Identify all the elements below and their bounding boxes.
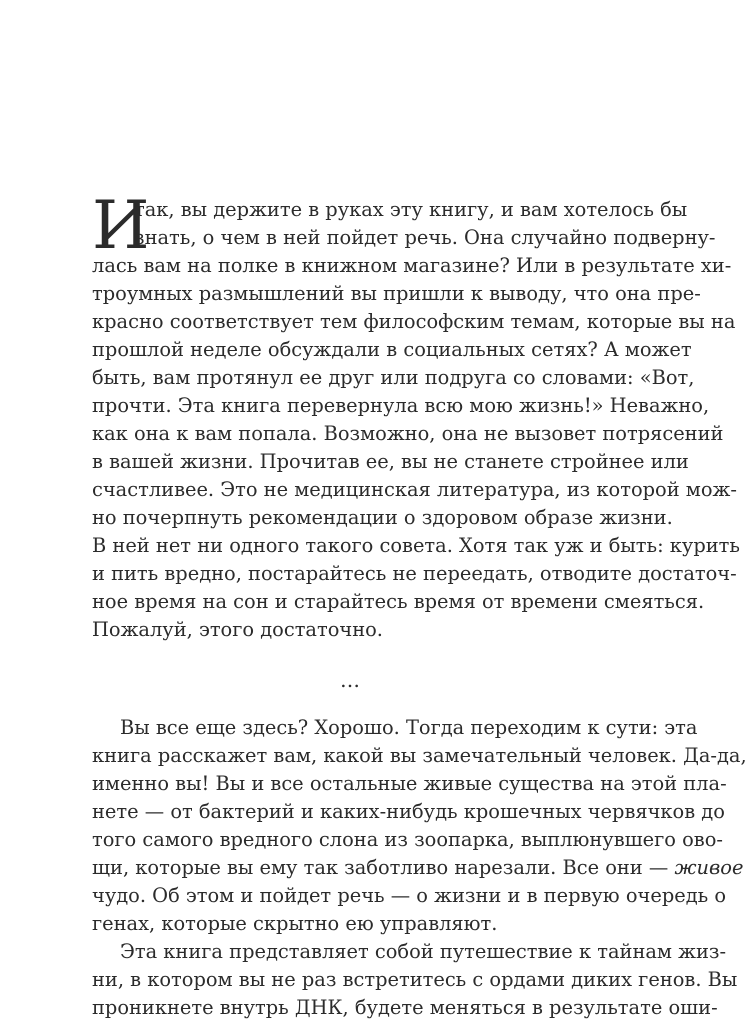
text-line bbox=[92, 854, 744, 882]
text-line: ное время на сон и старайтесь время от времени смеяться. bbox=[92, 590, 705, 613]
text-line: именно вы! Вы и все остальные живые существа на этой пла- bbox=[92, 772, 727, 795]
text-line: в вашей жизни. Прочитав ее, вы не станете стройнее или bbox=[92, 450, 689, 473]
book-page bbox=[92, 187, 747, 1022]
paragraph-intro bbox=[92, 187, 740, 644]
text-line: знать, о чем в ней пойдет речь. Она случайно подверну- bbox=[134, 226, 716, 249]
text-line: но почерпнуть рекомендации о здоровом образе жизни. bbox=[92, 506, 673, 529]
text-line: генах, которые скрытно ею управляют. bbox=[92, 912, 498, 935]
text-fragment: щи, которые вы ему так заботливо нарезали. Все они — bbox=[92, 856, 669, 879]
text-line: Эта книга представляет собой путешествие к тайнам жиз- bbox=[120, 940, 727, 963]
text-line: чудо. Об этом и пойдет речь — о жизни и в первую очередь о bbox=[92, 884, 727, 907]
text-line: быть, вам протянул ее друг или подруга со словами: «Вот, bbox=[92, 366, 695, 389]
text-line: В ней нет ни одного такого совета. Хотя так уж и быть: курить bbox=[92, 534, 740, 557]
text-line: так, вы держите в руках эту книгу, и вам хотелось бы bbox=[134, 198, 688, 221]
text-line: нете — от бактерий и каких-нибудь крошечных червячков до bbox=[92, 800, 725, 823]
text-line: прошлой неделе обсуждали в социальных сетях? А может bbox=[92, 338, 692, 361]
italic-word: живое bbox=[674, 856, 744, 879]
text-line: того самого вредного слона из зоопарка, выплюнувшего ово- bbox=[92, 828, 723, 851]
text-line: красно соответствует тем философским темам, которые вы на bbox=[92, 310, 736, 333]
text-line: Вы все еще здесь? Хорошо. Тогда переходим к сути: эта bbox=[120, 716, 698, 739]
text-line: лась вам на полке в книжном магазине? Или в результате хи- bbox=[92, 254, 732, 277]
text-line: ни, в котором вы не раз встретитесь с ордами диких генов. Вы bbox=[92, 968, 738, 991]
paragraph-third bbox=[92, 938, 738, 1022]
text-line: проникнете внутрь ДНК, будете меняться в результате оши- bbox=[92, 996, 718, 1019]
text-line: как она к вам попала. Возможно, она не вызовет потрясений bbox=[92, 422, 724, 445]
text-line: троумных размышлений вы пришли к выводу, что она пре- bbox=[92, 282, 701, 305]
text-line: прочти. Эта книга перевернула всю мою жизнь!» Неважно, bbox=[92, 394, 710, 417]
paragraph-second bbox=[92, 714, 747, 938]
text-line: книга расскажет вам, какой вы замечательный человек. Да-да, bbox=[92, 744, 747, 767]
text-line: Пожалуй, этого достаточно. bbox=[92, 618, 383, 641]
drop-cap-letter: И bbox=[92, 187, 150, 264]
text-line: счастливее. Это не медицинская литература, из которой мож- bbox=[92, 478, 737, 501]
text-line: и пить вредно, постарайтесь не переедать, отводите достаточ- bbox=[92, 562, 737, 585]
section-separator: … bbox=[340, 668, 360, 692]
